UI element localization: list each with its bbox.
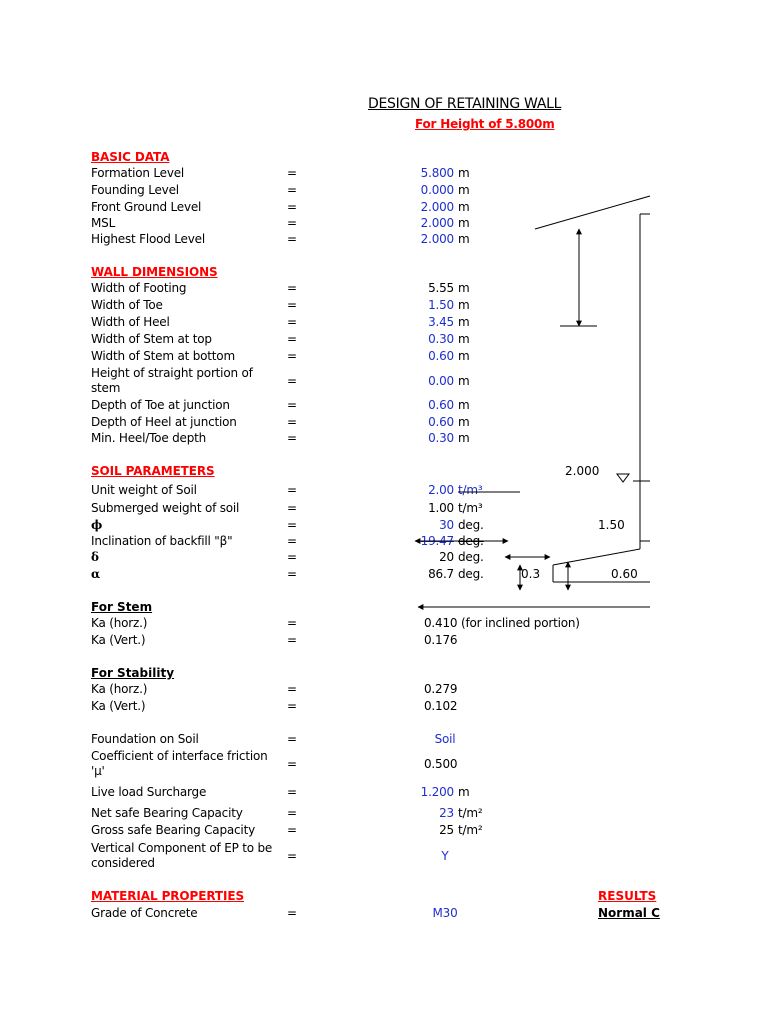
computed-value: 86.7 xyxy=(428,567,454,581)
row-label: Ka (horz.) xyxy=(91,616,148,630)
equals-sign: = xyxy=(287,785,297,799)
row-label: Height of straight portion of stem xyxy=(91,366,253,395)
alpha-symbol: α xyxy=(91,567,101,581)
row-label: Highest Flood Level xyxy=(91,232,205,246)
row-label: Width of Toe xyxy=(91,298,163,312)
unit: m xyxy=(458,415,470,429)
equals-sign: = xyxy=(287,849,297,863)
equals-sign: = xyxy=(287,633,297,647)
row-label: Submerged weight of soil xyxy=(91,501,240,515)
unit: deg. xyxy=(458,518,484,532)
input-value[interactable]: 1.50 xyxy=(428,298,454,312)
toe-depth-label: 0.3 xyxy=(521,567,541,581)
row-label: Unit weight of Soil xyxy=(91,483,197,497)
row-label: Vertical Component of EP to be considered xyxy=(91,841,273,870)
equals-sign: = xyxy=(287,200,297,214)
row-label: Net safe Bearing Capacity xyxy=(91,806,243,820)
input-value[interactable]: 2.000 xyxy=(420,200,454,214)
equals-sign: = xyxy=(287,682,297,696)
unit: m xyxy=(458,183,470,197)
row-label: Depth of Heel at junction xyxy=(91,415,237,429)
row-label: Front Ground Level xyxy=(91,200,202,214)
input-value[interactable]: 0.60 xyxy=(428,415,454,429)
delta-symbol: δ xyxy=(91,550,99,564)
equals-sign: = xyxy=(287,501,297,515)
equals-sign: = xyxy=(287,232,297,246)
unit: m xyxy=(458,298,470,312)
computed-value: 0.102 xyxy=(424,699,458,713)
equals-sign: = xyxy=(287,332,297,346)
input-value[interactable]: 2.00 xyxy=(428,483,454,497)
computed-value: 1.00 xyxy=(428,501,454,515)
equals-sign: = xyxy=(287,518,297,532)
input-value[interactable]: 0.30 xyxy=(428,332,454,346)
unit: m xyxy=(458,281,470,295)
row-label: Ka (Vert.) xyxy=(91,633,146,647)
equals-sign: = xyxy=(287,483,297,497)
equals-sign: = xyxy=(287,757,297,771)
equals-sign: = xyxy=(287,823,297,837)
section-heading-material-properties: MATERIAL PROPERTIES xyxy=(91,889,245,903)
row-label: Width of Footing xyxy=(91,281,187,295)
unit: m xyxy=(458,216,470,230)
row-label: Founding Level xyxy=(91,183,179,197)
section-heading-wall-dimensions: WALL DIMENSIONS xyxy=(91,265,218,279)
equals-sign: = xyxy=(287,534,297,548)
input-value[interactable]: 2.000 xyxy=(420,216,454,230)
equals-sign: = xyxy=(287,298,297,312)
equals-sign: = xyxy=(287,699,297,713)
equals-sign: = xyxy=(287,550,297,564)
equals-sign: = xyxy=(287,374,297,388)
section-heading-results: RESULTS xyxy=(598,889,657,903)
row-label: Grade of Concrete xyxy=(91,906,198,920)
unit: t/m² xyxy=(458,806,483,820)
toe-width-label: 1.50 xyxy=(598,518,625,532)
equals-sign: = xyxy=(287,806,297,820)
unit: deg. xyxy=(458,550,484,564)
row-label: Coefficient of interface friction 'μ' xyxy=(91,749,268,778)
input-value[interactable]: 3.45 xyxy=(428,315,454,329)
row-label: Min. Heel/Toe depth xyxy=(91,431,207,445)
section-heading-basic-data: BASIC DATA xyxy=(91,150,170,164)
input-value[interactable]: Y xyxy=(441,849,449,863)
unit: m xyxy=(458,332,470,346)
unit: m xyxy=(458,232,470,246)
input-value[interactable]: M30 xyxy=(432,906,458,920)
input-value[interactable]: 23 xyxy=(439,806,454,820)
unit: t/m² xyxy=(458,823,483,837)
input-value[interactable]: 2.000 xyxy=(420,232,454,246)
equals-sign: = xyxy=(287,567,297,581)
input-value[interactable]: 1.200 xyxy=(420,785,454,799)
input-value[interactable]: 0.00 xyxy=(428,374,454,388)
input-value[interactable]: 0.60 xyxy=(428,398,454,412)
phi-symbol: ϕ xyxy=(91,518,103,532)
input-value[interactable]: 30 xyxy=(439,518,454,532)
input-value[interactable]: 5.800 xyxy=(420,166,454,180)
row-label: Width of Heel xyxy=(91,315,170,329)
unit: t/m³ xyxy=(458,501,483,515)
unit: t/m³ xyxy=(458,483,483,497)
unit: m xyxy=(458,200,470,214)
unit: deg. xyxy=(458,534,484,548)
equals-sign: = xyxy=(287,398,297,412)
stem-bottom-label: 0.60 xyxy=(611,567,638,581)
unit: m xyxy=(458,349,470,363)
unit: m xyxy=(458,785,470,799)
page-subtitle: For Height of 5.800m xyxy=(415,117,555,131)
equals-sign: = xyxy=(287,732,297,746)
input-value[interactable]: Soil xyxy=(434,732,456,746)
page-title: DESIGN OF RETAINING WALL xyxy=(368,96,562,112)
unit: m xyxy=(458,315,470,329)
computed-value: 5.55 xyxy=(428,281,454,295)
computed-value: 0.176 xyxy=(424,633,458,647)
equals-sign: = xyxy=(287,281,297,295)
equals-sign: = xyxy=(287,616,297,630)
row-label: Ka (horz.) xyxy=(91,682,148,696)
unit: m xyxy=(458,166,470,180)
row-label: Gross safe Bearing Capacity xyxy=(91,823,255,837)
row-label: Width of Stem at top xyxy=(91,332,212,346)
computed-value: 25 xyxy=(439,823,454,837)
equals-sign: = xyxy=(287,216,297,230)
equals-sign: = xyxy=(287,906,297,920)
equals-sign: = xyxy=(287,431,297,445)
row-label: Live load Surcharge xyxy=(91,785,207,799)
row-label: Formation Level xyxy=(91,166,185,180)
equals-sign: = xyxy=(287,415,297,429)
row-label: Width of Stem at bottom xyxy=(91,349,235,363)
row-label: MSL xyxy=(91,216,116,230)
row-label: Foundation on Soil xyxy=(91,732,199,746)
input-value[interactable]: 0.30 xyxy=(428,431,454,445)
subheading-for-stem: For Stem xyxy=(91,600,153,614)
computed-value: 0.279 xyxy=(424,682,458,696)
computed-value: 0.500 xyxy=(424,757,458,771)
computed-value: 0.410 (for inclined portion) xyxy=(424,616,580,630)
unit: m xyxy=(458,374,470,388)
equals-sign: = xyxy=(287,183,297,197)
subheading-for-stability: For Stability xyxy=(91,666,175,680)
input-value[interactable]: 0.60 xyxy=(428,349,454,363)
unit: m xyxy=(458,398,470,412)
row-label: Inclination of backfill "β" xyxy=(91,534,233,548)
results-subheading: Normal C xyxy=(598,906,660,920)
section-heading-soil-parameters: SOIL PARAMETERS xyxy=(91,464,215,478)
equals-sign: = xyxy=(287,166,297,180)
computed-value: 20 xyxy=(439,550,454,564)
row-label: Depth of Toe at junction xyxy=(91,398,230,412)
equals-sign: = xyxy=(287,315,297,329)
equals-sign: = xyxy=(287,349,297,363)
input-value[interactable]: 19.47 xyxy=(420,534,454,548)
unit: deg. xyxy=(458,567,484,581)
hfl-label: 2.000 xyxy=(565,464,600,478)
input-value[interactable]: 0.000 xyxy=(420,183,454,197)
unit: m xyxy=(458,431,470,445)
row-label: Ka (Vert.) xyxy=(91,699,146,713)
